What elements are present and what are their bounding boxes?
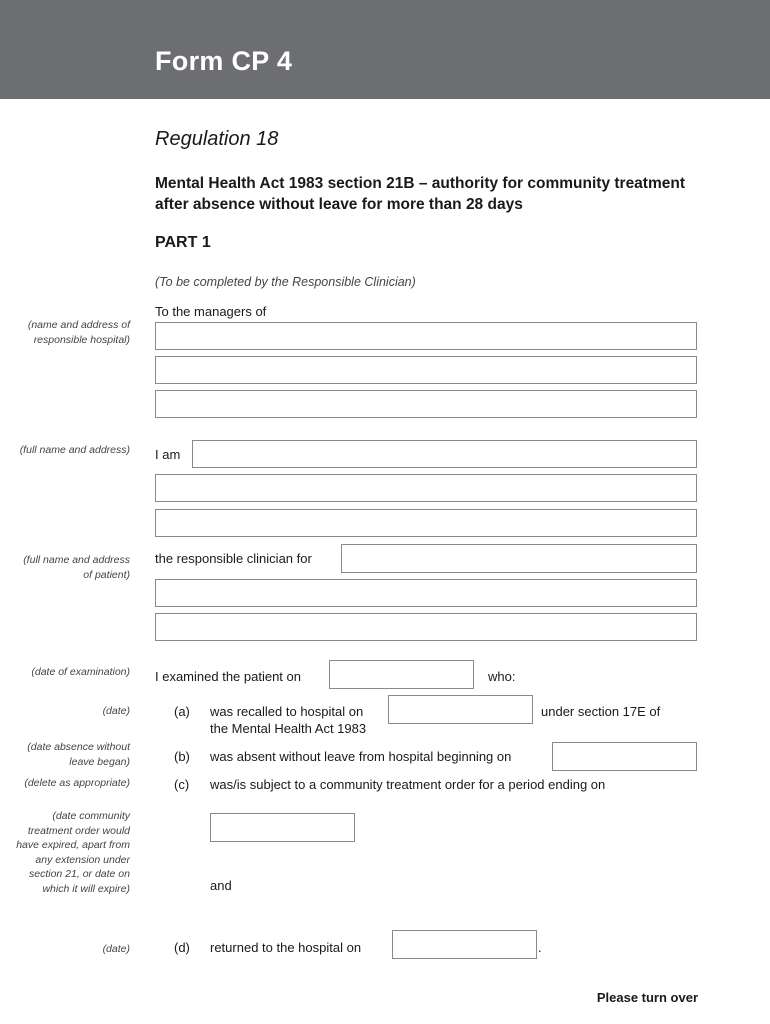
item-d-text: returned to the hospital on	[210, 940, 362, 955]
item-d-margin-note: (date)	[102, 943, 130, 955]
recall-date-field[interactable]	[388, 695, 533, 724]
hospital-name-field-2[interactable]	[155, 356, 697, 384]
examination-label: I examined the patient on	[155, 669, 301, 684]
hospital-name-field-1[interactable]	[155, 322, 697, 350]
act-title: Mental Health Act 1983 section 21B – authority for community treatment after absence without leave for more than 28 days	[155, 175, 685, 213]
managers-margin-note: (name and address of responsible hospital)	[27, 319, 130, 346]
form-title: Form CP 4	[155, 46, 293, 76]
regulation-heading: Regulation 18	[155, 128, 279, 150]
examination-margin-note: (date of examination)	[31, 666, 130, 678]
form-header	[0, 0, 770, 99]
who-label: who:	[488, 669, 516, 684]
item-b-marker: (b)	[174, 749, 190, 764]
part-heading: PART 1	[155, 234, 211, 251]
item-a-suffix: under section 17E of	[541, 704, 661, 719]
patient-name-field-1[interactable]	[341, 544, 697, 573]
clinician-name-field-1[interactable]	[192, 440, 697, 468]
item-c-margin-note: (date community treatment order would have expired, apart from any extension under section 21, or date on which it will expire)	[16, 810, 130, 895]
item-c-text: was/is subject to a community treatment order for a period ending on	[210, 777, 606, 792]
patient-name-field-2[interactable]	[155, 579, 697, 607]
hospital-name-field-3[interactable]	[155, 390, 697, 418]
clinician-label: I am	[155, 447, 181, 462]
and-text: and	[210, 878, 232, 893]
item-a-line2: the Mental Health Act 1983	[210, 721, 367, 736]
patient-margin-note: (full name and address of patient)	[23, 554, 130, 581]
absence-date-field[interactable]	[552, 742, 697, 771]
return-date-field[interactable]	[392, 930, 537, 959]
item-b-text: was absent without leave from hospital beginning on	[210, 749, 512, 764]
item-a-margin-note: (date)	[102, 705, 130, 717]
item-a-marker: (a)	[174, 704, 190, 719]
examination-date-field[interactable]	[329, 660, 474, 689]
item-c-marker: (c)	[174, 777, 190, 792]
managers-label: To the managers of	[155, 304, 267, 319]
item-a-text: was recalled to hospital on	[210, 704, 364, 719]
item-d-period: .	[538, 940, 542, 955]
item-c-delete-note: (delete as appropriate)	[24, 777, 130, 789]
item-b-margin-note: (date absence without leave began)	[27, 741, 130, 768]
cto-end-date-field[interactable]	[210, 813, 355, 842]
item-d-marker: (d)	[174, 940, 190, 955]
clinician-name-field-3[interactable]	[155, 509, 697, 537]
completion-instruction: (To be completed by the Responsible Clinician)	[155, 275, 416, 289]
clinician-name-field-2[interactable]	[155, 474, 697, 502]
patient-name-field-3[interactable]	[155, 613, 697, 641]
please-turn-over: Please turn over	[596, 990, 698, 1005]
patient-label: the responsible clinician for	[155, 551, 312, 566]
clinician-margin-note: (full name and address)	[19, 444, 130, 456]
